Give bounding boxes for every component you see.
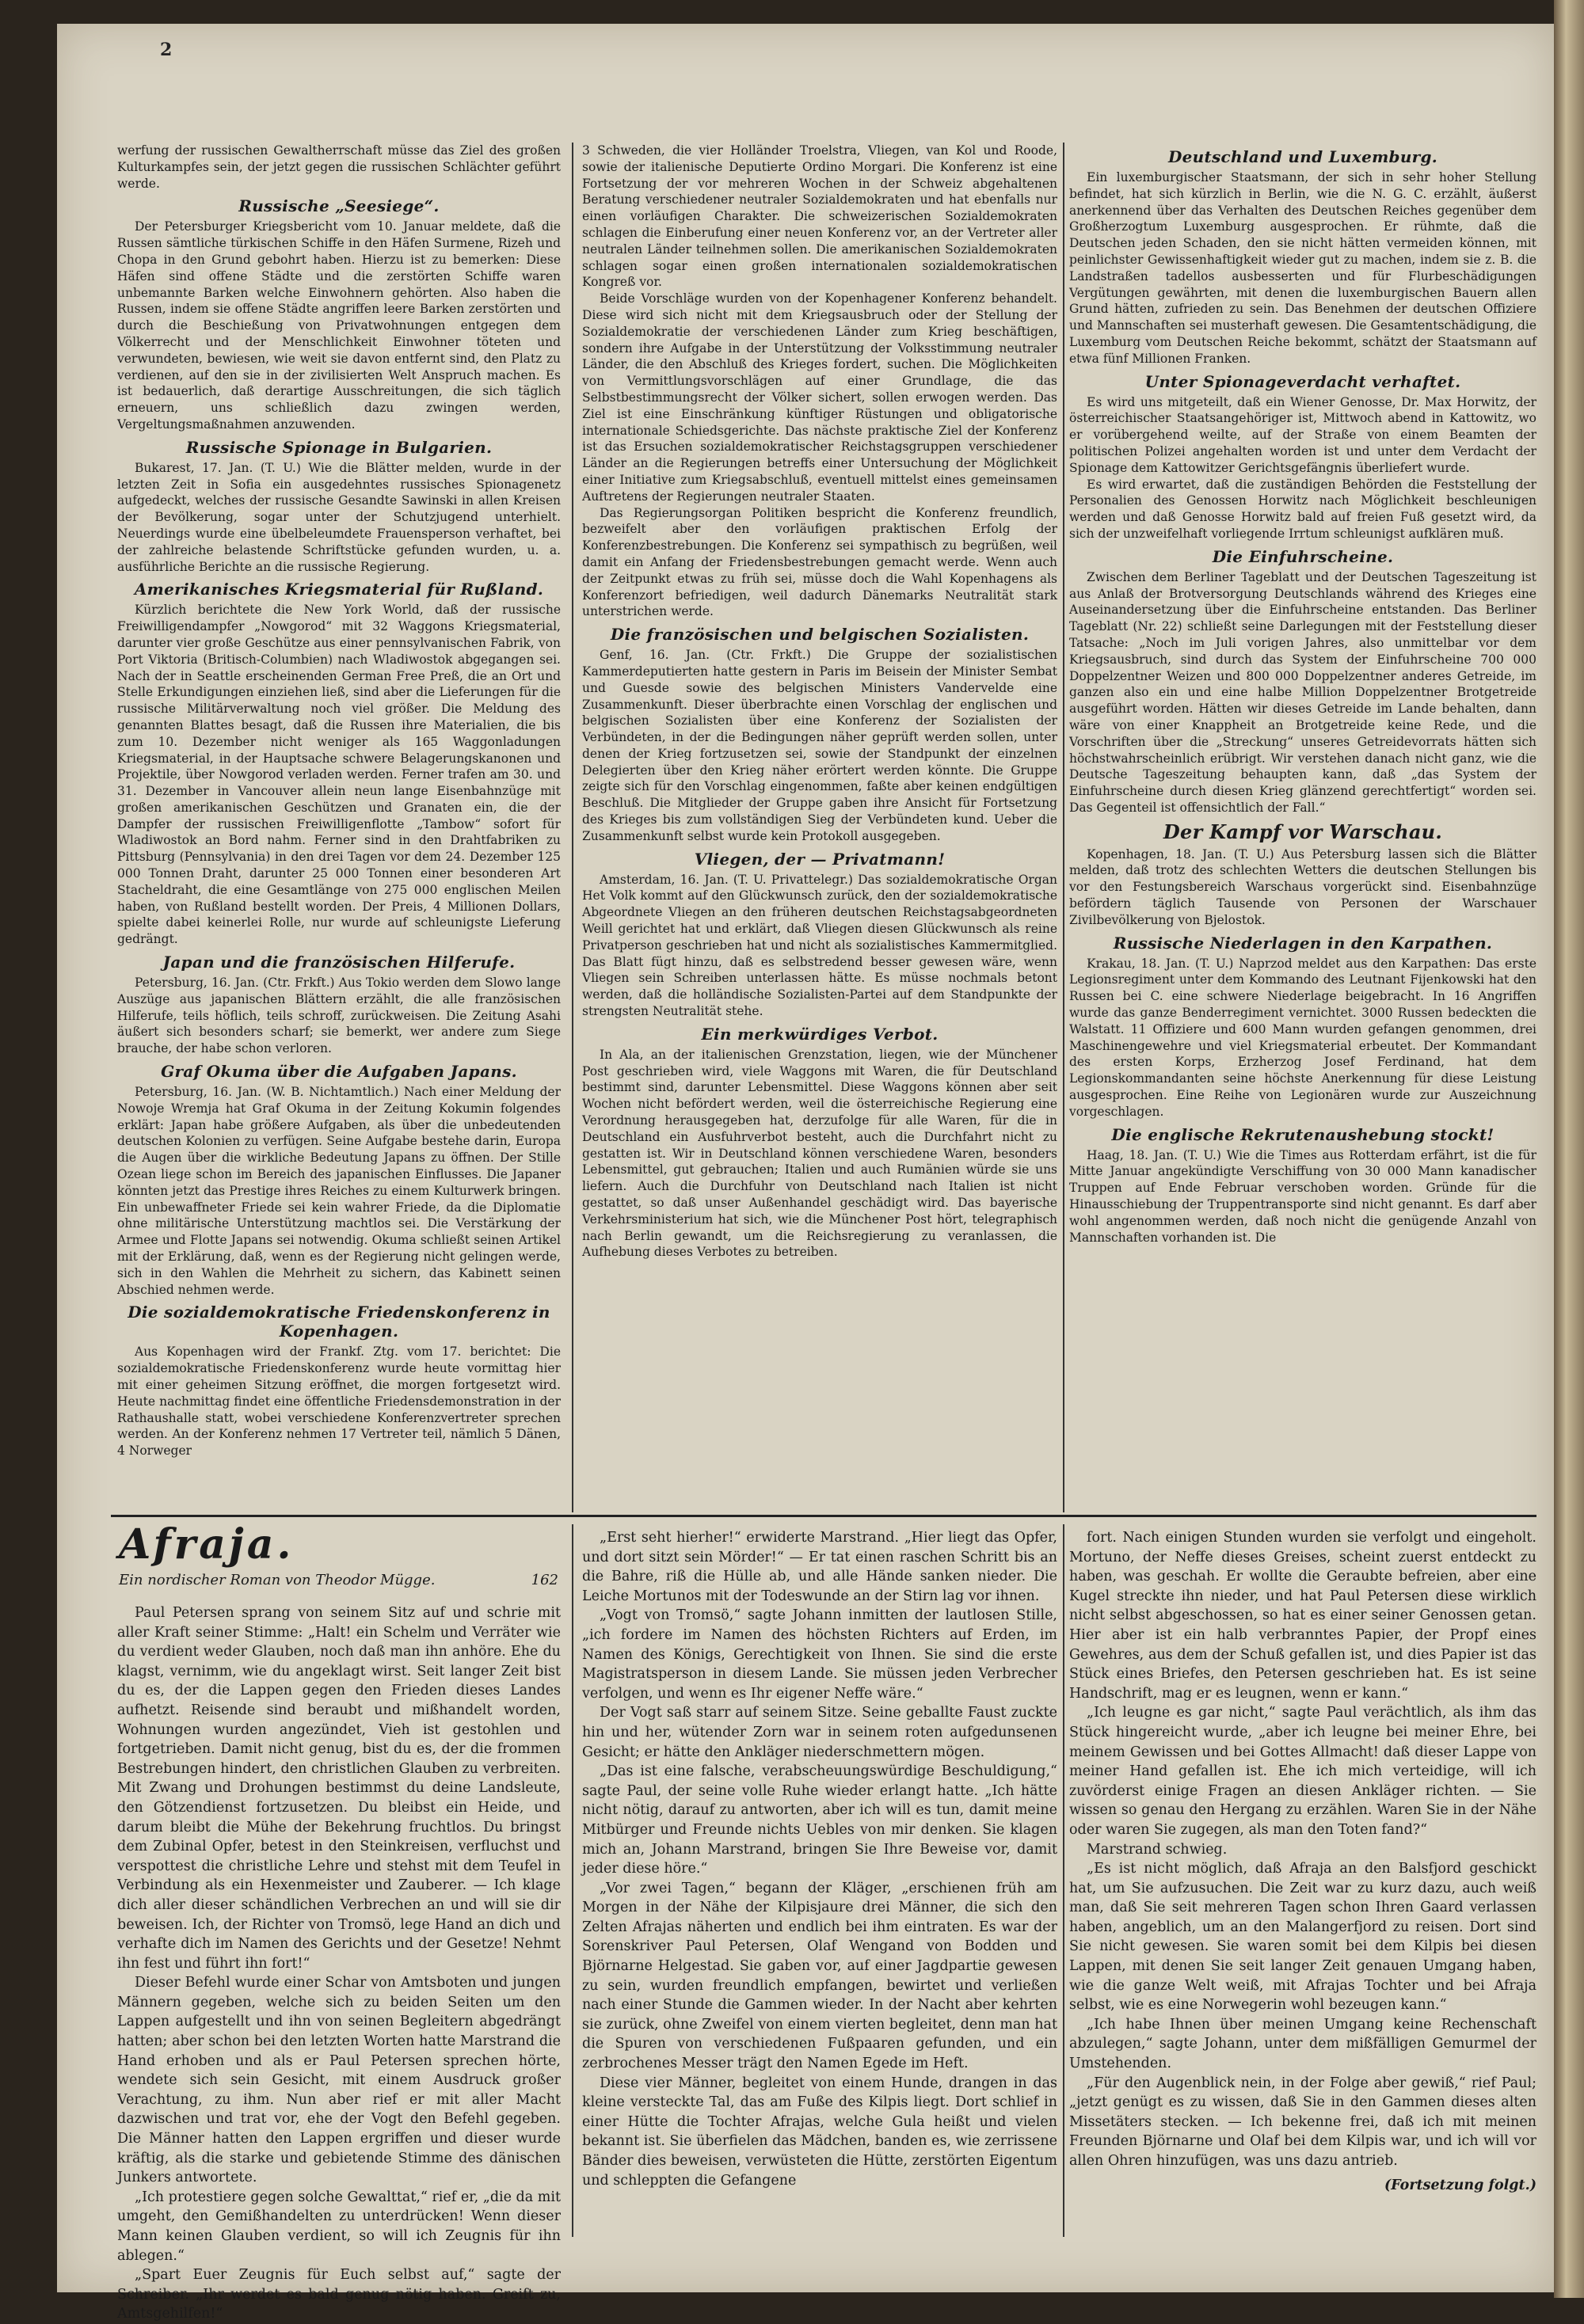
serial-subtitle-row <box>119 1572 558 1588</box>
serial-paragraph: Marstrand schwieg. <box>1087 1841 1228 1858</box>
serial-paragraph: „Erst seht hierher!“ erwiderte Marstrand. „Hier liegt das Opfer, und dort sitzt sein Mörder!“ — Er tat einen raschen Schritt bis an die Bahre, riß die Hülle ab, und alle Hände sanken nieder. Die Leiche Mortunos mit der Todeswunde an der Stirn lag vor ihnen. <box>582 1530 1057 1604</box>
headline-japan-hilferufe: Japan und die französischen Hilferufe. <box>162 953 516 972</box>
headline-seesiege: Russische „Seesiege“. <box>238 196 440 216</box>
serial-title: Afraja. <box>119 1520 295 1569</box>
column-2 <box>582 143 1057 1512</box>
column-divider <box>572 143 573 1512</box>
serial-paragraph: „Das ist eine falsche, verabscheuungswürdige Beschuldigung,“ sagte Paul, der seine volle Ruhe wieder erlangt hatte. „Ich hätte nicht nötig, darauf zu antworten, aber ich will es tun, damit meine Mitbürger und Freunde nichts Uebles von mir denken. Sie klagen mich an, Johann Marstrand, bringen Sie Ihre Beweise vor, damit jeder diese höre.“ <box>582 1763 1057 1877</box>
serial-column-2 <box>582 1528 1057 2241</box>
serial-paragraph: „Für den Augenblick nein, in der Folge aber gewiß,“ rief Paul; „jetzt genügt es zu wissen, daß Sie in den Gammen dieses alten Missetäters stecken. — Ich bekenne frei, daß ich mit meinen Freunden Björnarne und Olaf bei dem Kilpis war, und ich will vor allen Ohren hinzufügen, was uns dazu antrieb. <box>1069 2075 1536 2169</box>
headline-friedenskonferenz: Die sozialdemokratische Friedenskonferenz in Kopenhagen. <box>128 1303 550 1341</box>
page-number: 2 <box>160 40 173 60</box>
headline-vliegen: Vliegen, der — Privatmann! <box>694 849 946 869</box>
article-luxemburg: Ein luxemburgischer Staatsmann, der sich in sehr hoher Stellung befindet, hat sich kürzlich in Berlin, wie die N. G. C. erzählt, äußerst anerkennend über das Verhalten des Deutschen Reiches gegenüber dem Großherzogtum Luxemburg ausgesprochen. Er rühmte, daß die Deutschen jeden Schaden, den sie nicht hätten vermeiden können, mit peinlichster Gewissenhaftigkeit wieder gut zu machen, indem sie z. B. die Landstraßen tadellos ausbesserten und für Flurbeschädigungen Vergütungen gewährten, mit denen die luxemburgischen Bauern allen Grund hätten, zufrieden zu sein. Das Benehmen der deutschen Offiziere und Mannschaften sei musterhaft gewesen. Die Gesamtentschädigung, die Luxemburg vom Deutschen Reiche bekommt, schätzt der Staatsmann auf etwa fünf Millionen Franken. <box>1069 170 1536 366</box>
column-divider <box>1063 143 1064 1512</box>
serial-paragraph: „Vor zwei Tagen,“ begann der Kläger, „erschienen früh am Morgen in der Nähe der Kilpisjaure drei Männer, die sich den Zelten Afrajas näherten und endlich bei ihm eintraten. Es war der Sorenskriver Paul Petersen, Olaf Wengand von Bodden und Björnarne Helgestad. Sie gaben vor, auf einer Jagdpartie gewesen zu sein, wurden freundlich empfangen, bewirtet und verließen nach einer Stunde die Gammen wieder. In der Nacht aber kehrten sie zurück, ohne Zweifel von einem vierten begleitet, denn man hat die Spuren von verschiedenen Fußpaaren gefunden, und ein zerbrochenes Messer trägt den Namen Egede im Heft. <box>582 1880 1057 2072</box>
article-rekrutenaushebung: Haag, 18. Jan. (T. U.) Wie die Times aus Rotterdam erfährt, ist die für Mitte Januar angekündigte Verschiffung von 30 000 Mann kanadischer Truppen auf Ende Februar verschoben worden. Gründe für die Hinausschiebung der Truppentransporte sind nicht genannt. Es darf aber wohl angenommen werden, daß noch nicht die genügende Anzahl von Mannschaften vorhanden ist. Die <box>1069 1147 1536 1245</box>
headline-kriegsmaterial: Amerikanisches Kriegsmaterial für Rußland. <box>134 580 544 599</box>
serial-subtitle: Ein nordischer Roman von Theodor Mügge. <box>119 1572 436 1588</box>
section-divider <box>111 1515 1536 1517</box>
headline-spionageverdacht: Unter Spionageverdacht verhaftet. <box>1144 371 1461 391</box>
headline-warschau: Der Kampf vor Warschau. <box>1163 820 1443 843</box>
headline-okuma: Graf Okuma über die Aufgaben Japans. <box>161 1062 517 1082</box>
headline-rekrutenaushebung: Die englische Rekrutenaushebung stockt! <box>1111 1124 1495 1144</box>
article-okuma: Petersburg, 16. Jan. (W. B. Nichtamtlich.) Nach einer Meldung der Nowoje Wremja hat Graf Okuma in der Zeitung Kokumin folgendes erklärt: Japan habe größere Aufgaben, als über die unbedeutenden deutschen Kolonien zu verfügen. Seine Aufgabe bestehe darin, Europa die Augen über die wirkliche Bedeutung Japans zu öffnen. Der Stille Ozean liege schon im Bereich des japanischen Einflusses. Die Japaner könnten jetzt das Prestige ihres Reiches zu einem Kulturwerk bringen. Ein unbewaffneter Friede sei kein wahrer Friede, da die Diplomatie ohne militärische Unterstützung machtlos sei. Die Verstärkung der Armee und Flotte Japans sei notwendig. Okuma schließt seinen Artikel mit der Erklärung, daß, wenn es der Regierung nicht gelingen werde, sich in den Wahlen die Mehrheit zu sichern, das Kabinett seinen Abschied nehmen werde. <box>117 1085 561 1297</box>
serial-paragraph: „Vogt von Tromsö,“ sagte Johann inmitten der lautlosen Stille, „ich fordere im Namen des höchsten Richters auf Erden, im Namen des Königs, Gerechtigkeit von Ihnen. Sie sind die erste Magistratsperson in diesem Lande. Sie müssen jeden Verbrecher verfolgen, und wenn es Ihr eigener Neffe wäre.“ <box>582 1607 1057 1702</box>
article-friedenskonferenz-cont3: Das Regierungsorgan Politiken bespricht die Konferenz freundlich, bezweifelt aber den vorläufigen praktischen Erfolg der Konferenzbestrebungen. Die Konferenz sei sympathisch zu begrüßen, weil damit ein Anfang der Friedensbestrebungen gemacht werde. Wenn auch der Zeitpunkt etwas zu früh sei, müsse doch die Wahl Kopenhagens als Konferenzort befriedigen, weil dadurch Dänemarks Neutralität stark unterstrichen werde. <box>582 505 1057 619</box>
serial-paragraph: „Ich leugne es gar nicht,“ sagte Paul verächtlich, als ihm das Stück hingereicht wurde, „aber ich leugne bei meiner Ehre, bei meinem Gewissen und bei Gottes Allmacht! daß dieser Lappe von meiner Hand gefallen ist. Ehe ich mich verteidige, will ich zuvörderst einige Fragen an diesen Ankläger richten. — Sie wissen so genau den Hergang zu erzählen. Waren Sie in der Nähe oder waren Sie zugegen, als man den Toten fand?“ <box>1069 1705 1536 1838</box>
serial-paragraph: Der Vogt saß starr auf seinem Sitze. Seine geballte Faust zuckte hin und her, wütender Zorn war in seinem roten aufgedunsenen Gesicht; er hätte den Ankläger niederschmettern mögen. <box>582 1705 1057 1760</box>
serial-paragraph: „Spart Euer Zeugnis für Euch selbst auf,“ sagte der Schreiber. „Ihr werdet es bald genug nötig haben. Greift zu, Amtsgehilfen!“ <box>117 2267 561 2322</box>
serial-paragraph: Paul Petersen sprang von seinem Sitz auf und schrie mit aller Kraft seiner Stimme: „Halt! ein Schelm und Verräter wie du verdient weder Glauben, noch daß man ihn anhöre. Ehe du klagst, vernimm, wie du angeklagt wirst. Seit langer Zeit bist du es, der die Lappen gegen den Frieden dieses Landes aufhetzt. Reisende sind beraubt und mißhandelt worden, Wohnungen wurden angezündet, Vieh ist gestohlen und fortgetrieben. Damit nicht genug, bist du es, der die frommen Bestrebungen hindert, den christlichen Glauben zu verbreiten. Mit Zwang und Drohungen bestimmst du deine Landsleute, den Götzendienst fortzusetzen. Du bleibst ein Heide, und darum bleibt die Mühe der Bekehrung fruchtlos. Du bringst dem Zubinal Opfer, betest in den Steinkreisen, verfluchst und verspottest die christliche Lehre und stehst mit dem Teufel in Verbindung als ein Hexenmeister und Zauberer. — Ich klage dich aller dieser schändlichen Verbrechen an und will sie dir beweisen. Ich, der Richter von Tromsö, lege Hand an dich und verhafte dich im Namen des Gerichts und der Gesetze! Nehmt ihn fest und führt ihn fort!“ <box>117 1605 561 1972</box>
serial-number: 162 <box>531 1572 558 1588</box>
serial-paragraph: „Ich protestiere gegen solche Gewalttat,“ rief er, „die da mit umgeht, den Gemißhandelten zu unterdrücken! Wenn dieser Mann keinen Glauben verdient, so will ich Zeugnis für ihn ablegen.“ <box>117 2189 561 2264</box>
article-vliegen: Amsterdam, 16. Jan. (T. U. Privattelegr.) Das sozialdemokratische Organ Het Volk kommt auf den Glückwunsch zurück, den der sozialdemokratische Abgeordnete Vliegen an den früheren deutschen Reichstagsabgeordneten Weill gerichtet hat und erklärt, daß Vliegen diesen Glückwunsch als reine Privatperson geschrieben hat und nicht als sozialistisches Kammermitglied. Das Blatt fügt hinzu, daß es selbstredend besser gewesen wäre, wenn Vliegen sein Schreiben unterlassen hätte. Es müsse nochmals betont werden, daß die holländische Sozialisten-Partei auf dem Standpunkte der strengsten Neutralität stehe. <box>582 872 1057 1019</box>
headline-spionage-bulgarien: Russische Spionage in Bulgarien. <box>185 437 493 457</box>
serial-paragraph: fort. Nach einigen Stunden wurden sie verfolgt und eingeholt. Mortuno, der Neffe dieses Greises, scheint zuerst entdeckt zu haben, was geschah. Er wollte die Geraubte befreien, aber eine Kugel streckte ihn nieder, und hat Paul Petersen diese wirklich nicht selbst abgeschossen, so hat es einer seiner Genossen getan. Hier aber ist ein halb verbranntes Papier, der Propf eines Gewehres, aus dem der Schuß gefallen ist, und dies Papier ist das Stück eines Briefes, den Petersen geschrieben hat. Es ist seine Handschrift, mag er es leugnen, wenn er kann.“ <box>1069 1530 1536 1702</box>
article-japan-hilferufe: Petersburg, 16. Jan. (Ctr. Frkft.) Aus Tokio werden dem Slowo lange Auszüge aus japanischen Blättern erzählt, die alle französischen Hilferufe, teils höflich, teils schroff, zurückweisen. Die Zeitung Asahi äußert sich besonders scharf; sie bemerkt, wer andere zum Siege brauche, der habe schon verloren. <box>117 976 561 1056</box>
article-spionageverdacht-2: Es wird erwartet, daß die zuständigen Behörden die Feststellung der Personalien des Genossen Horwitz nach Möglichkeit beschleunigen werden und daß Genosse Horwitz bald auf freien Fuß gesetzt wird, da sich der unzweifelhaft vorliegende Irrtum schleunigst aufklären muß. <box>1069 477 1536 541</box>
serial-paragraph: Dieser Befehl wurde einer Schar von Amtsboten und jungen Männern gegeben, welche sich zu beiden Seiten um den Lappen aufgestellt und ihn von seinen Begleitern abgedrängt hatten; aber schon bei den letzten Worten hatte Marstrand die Hand erhoben und als er Paul Petersen sprechen hörte, wendete sich sein Gesicht, mit einem Ausdruck großer Verachtung, zu ihm. Nun aber rief er mit aller Macht dazwischen und trat vor, ehe der Vogt den Befehl gegeben. Die Männer hatten den Lappen ergriffen und dieser wurde kräftig, als die starke und gebietende Stimme des dänischen Junkers antwortete. <box>117 1975 561 2186</box>
article-verbot: In Ala, an der italienischen Grenzstation, liegen, wie der Münchener Post geschrieben wird, viele Waggons mit Waren, die für Deutschland bestimmt sind, darunter Lebensmittel. Diese Waggons können aber seit Wochen nicht befördert werden, weil die österreichische Regierung eine Verordnung herausgegeben hat, derzufolge für alle Waren, für die in Deutschland ein Ausfuhrverbot besteht, auch die Durchfahrt nicht zu gestatten ist. Wir in Deutschland können verschiedene Waren, besonders Lebensmittel, gut gebrauchen; Italien und auch Rumänien würde sie uns liefern. Auch die Durchfuhr von Deutschland nach Italien ist nicht gestattet, so daß unser Außenhandel geschädigt wird. Das bayerische Verkehrsministerium hat sich, wie die Münchener Post hört, telegraphisch nach Berlin gewandt, um die Reichsregierung zu veranlassen, die Aufhebung dieses Verbotes zu betreiben. <box>582 1047 1057 1260</box>
serial-paragraph: „Es ist nicht möglich, daß Afraja an den Balsfjord geschickt hat, um Sie aufzusuchen. Die Zeit war zu kurz dazu, auch weiß man, daß Sie seit mehreren Tagen schon Ihren Gaard verlassen haben, angeblich, um an den Malangerfjord zu reisen. Dort sind Sie nicht gewesen. Sie waren somit bei dem Kilpis bei diesen Lappen, mit denen Sie seit langer Zeit genauen Umgang haben, wie die ganze Welt weiß, mit Afrajas Tochter und bei Afraja selbst, wie es eine Norwegerin wohl bezeugen kann.“ <box>1069 1861 1536 2014</box>
column-divider <box>572 1524 573 2237</box>
serial-paragraph: „Ich habe Ihnen über meinen Umgang keine Rechenschaft abzulegen,“ sagte Johann, unter dem mißfälligen Gemurmel der Umstehenden. <box>1069 2016 1536 2072</box>
headline-verbot: Ein merkwürdiges Verbot. <box>701 1024 939 1044</box>
book-spine <box>1554 0 1584 2298</box>
article-friedenskonferenz-cont2: Beide Vorschläge wurden von der Kopenhagener Konferenz behandelt. Diese wird sich nicht mit dem Kriegsausbruch oder der Stellung der Sozialdemokratie der verschiedenen Länder zum Krieg beschäftigen, sondern ihre Aufgabe in der Unterstützung der Volksstimmung neutraler Länder, die den Abschluß des Krieges fordert, suchen. Die Möglichkeiten von Vermittlungsvorschlägen auf einer Grundlage, die das Selbstbestimmungsrecht der Völker sichert, sollen erwogen werden. Das Ziel ist eine Einschränkung künftiger Rüstungen und obligatorische internationale Schiedsgerichte. Das nächste praktische Ziel der Konferenz ist das Ersuchen sozialdemokratischer Reichstagsgruppen verschiedener Länder an die Regierungen betreffs einer Untersuchung der Möglichkeit einer Initiative zum Kriegsabschluß, eventuell mittelst eines gemeinsamen Auftretens der Regierungen neutraler Staaten. <box>582 291 1057 504</box>
headline-sozialisten: Die französischen und belgischen Sozialisten. <box>610 625 1030 645</box>
continuation-note: (Fortsetzung folgt.) <box>1384 2177 1536 2193</box>
article-seesiege: Der Petersburger Kriegsbericht vom 10. Januar meldete, daß die Russen sämtliche türkischen Schiffe in den Häfen Surmene, Rizeh und Chopa in den Grund gebohrt haben. Hierzu ist zu bemerken: Diese Häfen sind offene Städte und die zerstörten Schiffe waren unbemannte Barken welche Einwohnern gehörten. Also haben die Russen, indem sie offene Städte angriffen leere Barken zerstörten und durch die Beschießung von Privatwohnungen entgegen dem Völkerrecht und der Menschlichkeit Einwohner töteten und verwundeten, bewiesen, wie weit sie davon entfernt sind, den Platz zu verdienen, auf den sie in der zivilisierten Welt Anspruch machen. Es ist bedauerlich, daß derartige Ausschreitungen, die sich täglich erneuern, uns schließlich dazu zwingen werden, Vergeltungsmaßnahmen anzuwenden. <box>117 219 561 432</box>
article-einfuhrscheine: Zwischen dem Berliner Tageblatt und der Deutschen Tageszeitung ist aus Anlaß der Brotversorgung Deutschlands während des Krieges eine Auseinandersetzung über die Einfuhrscheine entstanden. Das Berliner Tageblatt (Nr. 22) schließt seine Darlegungen mit der Feststellung dieser Tatsache: „Noch im Juli vorigen Jahres, also unmittelbar vor dem Kriegsausbruch, sind durch das System der Einfuhrscheine 700 000 Doppelzentner Weizen und 800 000 Doppelzentner anderes Getreide, im ganzen also ein und eine halbe Million Doppelzentner Brotgetreide ausgeführt worden. Hätten wir dieses Getreide im Lande behalten, dann wäre von einer Knappheit an Brotgetreide keine Rede, und die Vorschriften über die „Streckung“ unseres Getreidevorrats hätten sich höchstwahrscheinlich erübrigt. Wir verstehen danach nicht ganz, wie die Deutsche Tageszeitung behaupten kann, daß „das System der Einfuhrscheine durch diesen Krieg glänzend gerechtfertigt“ worden sei. Das Gegenteil ist offensichtlich der Fall.“ <box>1069 569 1536 815</box>
article-karpathen: Krakau, 18. Jan. (T. U.) Naprzod meldet aus den Karpathen: Das erste Legionsregiment unter dem Kommando des Leutnant Fijenkowski hat den Russen bei C. eine schwere Niederlage beigebracht. In 16 Angriffen wurde das ganze Benderregiment vernichtet. 3000 Russen bedeckten die Walstatt. 11 Offiziere und 600 Mann wurden gefangen genommen, drei Maschinengewehre und viel Kriegsmaterial erbeutet. Der Kommandant des ersten Korps, Erzherzog Josef Ferdinand, hat dem Legionskommandanten seine höchste Anerkennung für diese Leistung ausgesprochen. Eine Reihe von Legionären wurde zur Auszeichnung vorgeschlagen. <box>1069 956 1536 1119</box>
article-continuation: werfung der russischen Gewaltherrschaft müsse das Ziel des großen Kulturkampfes sein, der jetzt gegen die russischen Schlächter geführt werde. <box>117 143 561 191</box>
serial-column-3 <box>1069 1528 1536 2241</box>
column-1 <box>117 143 561 1512</box>
article-friedenskonferenz-cont: 3 Schweden, die vier Holländer Troelstra, Vliegen, van Kol und Roode, sowie der italienische Deputierte Ordino Morgari. Die Konferenz ist eine Fortsetzung der vor mehreren Wochen in der Schweiz abgehaltenen Beratung verschiedener neutraler Sozialdemokraten und hat ebenfalls nur einen vorläufigen Charakter. Die schweizerischen Sozialdemokraten schlagen die Einberufung einer neuen Konferenz vor, an der Vertreter aller neutralen Länder teilnehmen sollen. Die amerikanischen Sozialdemokraten schlagen sogar einen großen internationalen sozialdemokratischen Kongreß vor. <box>582 143 1057 290</box>
article-warschau: Kopenhagen, 18. Jan. (T. U.) Aus Petersburg lassen sich die Blätter melden, daß trotz des schlechten Wetters die deutschen Stellungen bis vor den Festungsbereich Warschaus vorgerückt sind. Eisenbahnzüge befördern täglich Tausende von Personen der Warschauer Zivilbevölkerung von Bjelostok. <box>1069 846 1536 927</box>
article-sozialisten: Genf, 16. Jan. (Ctr. Frkft.) Die Gruppe der sozialistischen Kammerdeputierten hatte gestern in Paris im Beisein der Minister Sembat und Guesde sowie des belgischen Ministers Vandervelde eine Zusammenkunft. Dieser überbrachte einen Vorschlag der englischen und belgischen Sozialisten über eine Konferenz der Sozialisten der Verbündeten, in der die Bedingungen näher geprüft werden sollen, unter denen der Krieg fortzusetzen sei, sowie der Standpunkt der einzelnen Delegierten über den Krieg näher erörtert werden könnte. Die Gruppe zeigte sich für den Vorschlag eingenommen, faßte aber keinen endgültigen Beschluß. Die Mitglieder der Gruppe gaben ihre Ansicht für Fortsetzung des Krieges bis zum vollständigen Sieg der Verbündeten kund. Ueber die Zusammenkunft selbst wurde kein Protokoll ausgegeben. <box>582 648 1057 843</box>
column-divider <box>1063 1524 1064 2237</box>
article-kriegsmaterial: Kürzlich berichtete die New York World, daß der russische Freiwilligendampfer „Nowgorod“ mit 32 Waggons Kriegsmaterial, darunter vier große Geschütze aus einer pennsylvanischen Fabrik, von Port Viktoria (Britisch-Columbien) nach Wladiwostok abgegangen sei. Nach der in Seattle erscheinenden German Free Preß, die an Ort und Stelle Erkundigungen einziehen ließ, sind aber die Lieferungen für die russische Militärverwaltung noch viel größer. Die Meldung des genannten Blattes besagt, daß die Russen ihre Materialien, die bis zum 10. Dezember nicht weniger als 165 Waggonladungen Kriegsmaterial, in der Hauptsache schwere Belagerungskanonen und Projektile, über Nowgorod verladen werden. Ferner trafen am 30. und 31. Dezember in Vancouver allein neun lange Eisenbahnzüge mit großen amerikanischen Geschützen und Granaten ein, die der Dampfer der russischen Freiwilligenflotte „Tambow“ sofort für Wladiwostok an Bord nahm. Ferner sind in den Drahtfabriken zu Pittsburg (Pennsylvania) in den drei Tagen vor dem 24. Dezember 125 000 Tonnen Draht, darunter 25 000 Tonnen einer besonderen Art Stacheldraht, die eine Gesamtlänge von 275 000 englischen Meilen haben, von Rußland bestellt worden. Der Preis, 4 Millionen Dollars, spielte dabei keinerlei Rolle, nur wurde auf schleunigste Lieferung gedrängt. <box>117 603 561 947</box>
headline-luxemburg: Deutschland und Luxemburg. <box>1167 147 1438 166</box>
article-friedenskonferenz: Aus Kopenhagen wird der Frankf. Ztg. vom 17. berichtet: Die sozialdemokratische Friedenskonferenz wurde heute vormittag hier mit einer geheimen Sitzung eröffnet, die morgen fortgesetzt wird. Heute nachmittag findet eine öffentliche Friedensdemonstration in der Rathaushalle statt, wobei verschiedene Konferenzvertreter sprechen werden. An der Konferenz nehmen 17 Vertreter teil, nämlich 5 Dänen, 4 Norweger <box>117 1345 561 1459</box>
article-spionage-bulgarien: Bukarest, 17. Jan. (T. U.) Wie die Blätter melden, wurde in der letzten Zeit in Sofia ein ausgedehntes russisches Spionagenetz aufgedeckt, welches der russische Gesandte Sawinski in allen Kreisen der Bevölkerung, sogar unter der Schutzjugend unterhielt. Neuerdings wurde eine übelbeleumdete Frauensperson verhaftet, bei der zahlreiche belastende Schriftstücke gefunden wurden, u. a. ausführliche Berichte an die russische Regierung. <box>117 460 561 574</box>
serial-column-1 <box>117 1603 561 2322</box>
headline-einfuhrscheine: Die Einfuhrscheine. <box>1212 546 1394 566</box>
article-spionageverdacht: Es wird uns mitgeteilt, daß ein Wiener Genosse, Dr. Max Horwitz, der österreichischer Staatsangehöriger ist, Mittwoch abend in Kattowitz, wo er vorübergehend weilte, auf der Straße von einem Beamten der politischen Polizei angehalten worden ist und unter dem Verdacht der Spionage dem Kattowitzer Gerichtsgefängnis überliefert wurde. <box>1069 394 1536 475</box>
column-3 <box>1069 143 1536 1512</box>
serial-paragraph: Diese vier Männer, begleitet von einem Hunde, drangen in das kleine versteckte Tal, das am Fuße des Kilpis liegt. Dort schlief in einer Hütte die Tochter Afrajas, welche Gula heißt und vielen bekannt ist. Sie überfielen das Mädchen, banden es, wie zerrissene Bänder dies beweisen, verwüsteten die Hütte, zerstörten Eigentum und schleppten die Gefangene <box>582 2075 1057 2189</box>
headline-karpathen: Russische Niederlagen in den Karpathen. <box>1113 933 1493 953</box>
